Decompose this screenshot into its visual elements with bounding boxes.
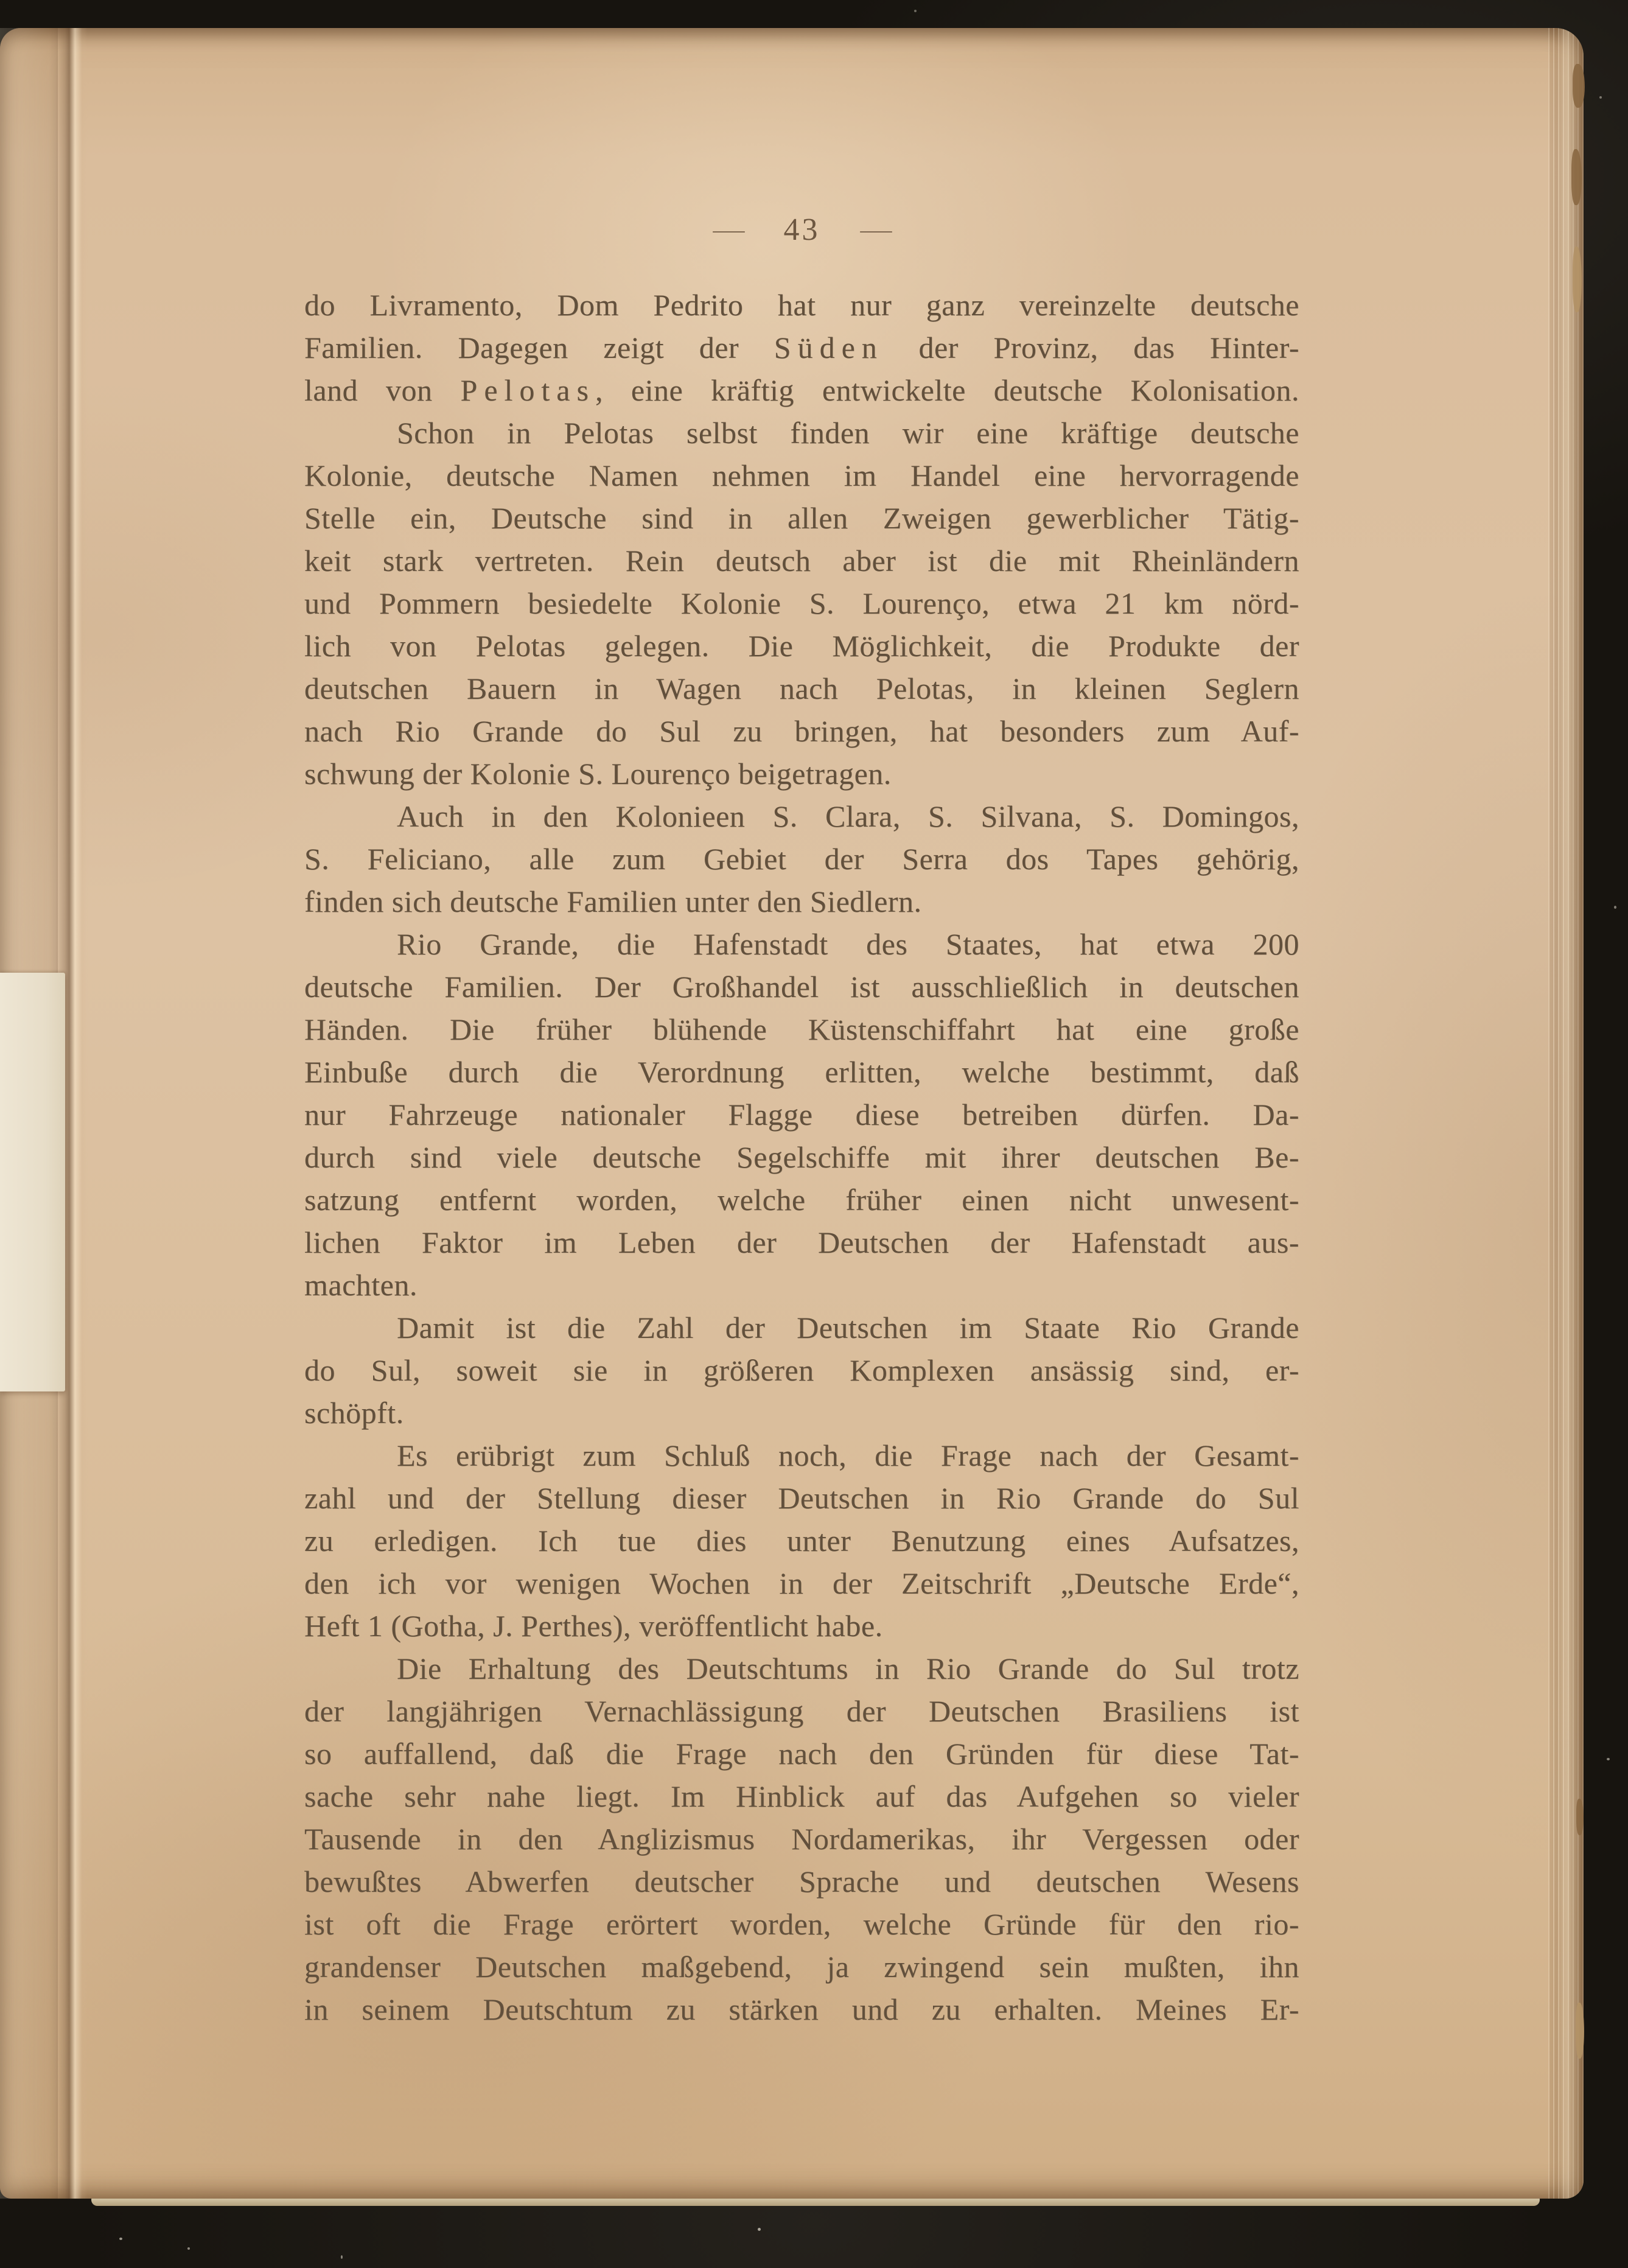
text-line: schwung der Kolonie S. Lourenço beigetragen. [304,757,892,791]
book-fore-edge [1548,28,1584,2199]
text-line: lich von Pelotas gelegen. Die Möglichkeit, die Produkte der [304,629,1299,663]
dust-speck [1607,1758,1610,1760]
header-dash-left: — [713,215,744,243]
text-line: lichen Faktor im Leben der Deutschen der Hafenstadt aus- [304,1225,1299,1259]
text-line: Stelle ein, Deutsche sind in allen Zweigen gewerblicher Tätig- [304,501,1299,535]
text-line: finden sich deutsche Familien unter den Siedlern. [304,884,922,919]
text-line: ist oft die Frage erörtert worden, welche Gründe für den rio- [304,1907,1299,1941]
body-text-block [304,284,1299,2031]
text-line: durch sind viele deutsche Segelschiffe mit ihrer deutschen Be- [304,1140,1299,1174]
text-line: deutsche Familien. Der Großhandel ist ausschließlich in deutschen [304,970,1299,1004]
text-line: Rio Grande, die Hafenstadt des Staates, hat etwa 200 [397,927,1299,961]
page-number: 43 [783,212,820,247]
text-line: zu erledigen. Ich tue dies unter Benutzung eines Aufsatzes, [304,1524,1299,1558]
text-line: grandenser Deutschen maßgebend, ja zwingend sein mußten, ihn [304,1950,1299,1984]
text-line: Familien. Dagegen zeigt der Süden der Provinz, das Hinter- [304,331,1299,365]
text-line: satzung entfernt worden, welche früher einen nicht unwesent- [304,1183,1299,1217]
page-edge-chip [1573,64,1585,108]
text-line: nur Fahrzeuge nationaler Flagge diese betreiben dürfen. Da- [304,1097,1299,1132]
text-line: Kolonie, deutsche Namen nehmen im Handel eine hervorragende [304,458,1299,492]
text-line: Auch in den Kolonieen S. Clara, S. Silvana, S. Domingos, [397,799,1299,833]
text-line: land von Pelotas, eine kräftig entwickelte deutsche Kolonisation. [304,373,1299,407]
dust-speck [341,2255,343,2259]
page-edge-chip [1576,1799,1584,1835]
page-edge-chip [1573,247,1582,312]
dust-speck [1614,906,1616,909]
text-line: Es erübrigt zum Schluß noch, die Frage nach der Gesamt- [397,1438,1299,1472]
text-line: Damit ist die Zahl der Deutschen im Staate Rio Grande [397,1311,1299,1345]
text-line: Heft 1 (Gotha, J. Perthes), veröffentlicht habe. [304,1609,883,1643]
text-line: in seinem Deutschtum zu stärken und zu erhalten. Meines Er- [304,1992,1299,2026]
text-line: deutschen Bauern in Wagen nach Pelotas, in kleinen Seglern [304,671,1299,705]
text-line: Händen. Die früher blühende Küstenschiffahrt hat eine große [304,1012,1299,1046]
text-line: Tausende in den Anglizismus Nordamerikas, ihr Vergessen oder [304,1822,1299,1856]
text-line: nach Rio Grande do Sul zu bringen, hat besonders zum Auf- [304,714,1299,748]
text-line: den ich vor wenigen Wochen in der Zeitschrift „Deutsche Erde“, [304,1566,1299,1600]
text-line: S. Feliciano, alle zum Gebiet der Serra dos Tapes gehörig, [304,842,1299,876]
page-header [304,208,1299,251]
text-line: Die Erhaltung des Deutschtums in Rio Grande do Sul trotz [397,1651,1299,1685]
text-line: keit stark vertreten. Rein deutsch aber ist die mit Rheinländern [304,544,1299,578]
text-line: zahl und der Stellung dieser Deutschen in Rio Grande do Sul [304,1481,1299,1515]
letterspaced-word: Süden [774,331,884,365]
text-line: do Livramento, Dom Pedrito hat nur ganz vereinzelte deutsche [304,288,1299,322]
inserted-paper-slip [0,973,65,1391]
text-line: sache sehr nahe liegt. Im Hinblick auf das Aufgehen so vieler [304,1779,1299,1813]
dust-speck [187,2247,190,2250]
dust-speck [1599,96,1602,99]
text-line: schöpft. [304,1396,404,1430]
page-edge-chip [1576,2003,1584,2059]
text-line: und Pommern besiedelte Kolonie S. Lourenço, etwa 21 km nörd- [304,586,1299,620]
dust-speck [758,2228,761,2231]
text-line: machten. [304,1268,417,1302]
page-edge-chip [1571,149,1582,205]
text-line: der langjährigen Vernachlässigung der Deutschen Brasiliens ist [304,1694,1299,1728]
letterspaced-word: Pelotas [460,373,595,407]
text-line: so auffallend, daß die Frage nach den Gründen für diese Tat- [304,1737,1299,1771]
header-dash-right: — [860,215,891,243]
text-line: Schon in Pelotas selbst finden wir eine kräftige deutsche [397,416,1299,450]
text-line: do Sul, soweit sie in größeren Komplexen ansässig sind, er- [304,1353,1299,1387]
book-page [0,28,1584,2199]
text-line: bewußtes Abwerfen deutscher Sprache und deutschen Wesens [304,1864,1299,1899]
dust-speck [914,10,917,12]
dust-speck [119,2238,122,2240]
text-line: Einbuße durch die Verordnung erlitten, welche bestimmt, daß [304,1055,1299,1089]
